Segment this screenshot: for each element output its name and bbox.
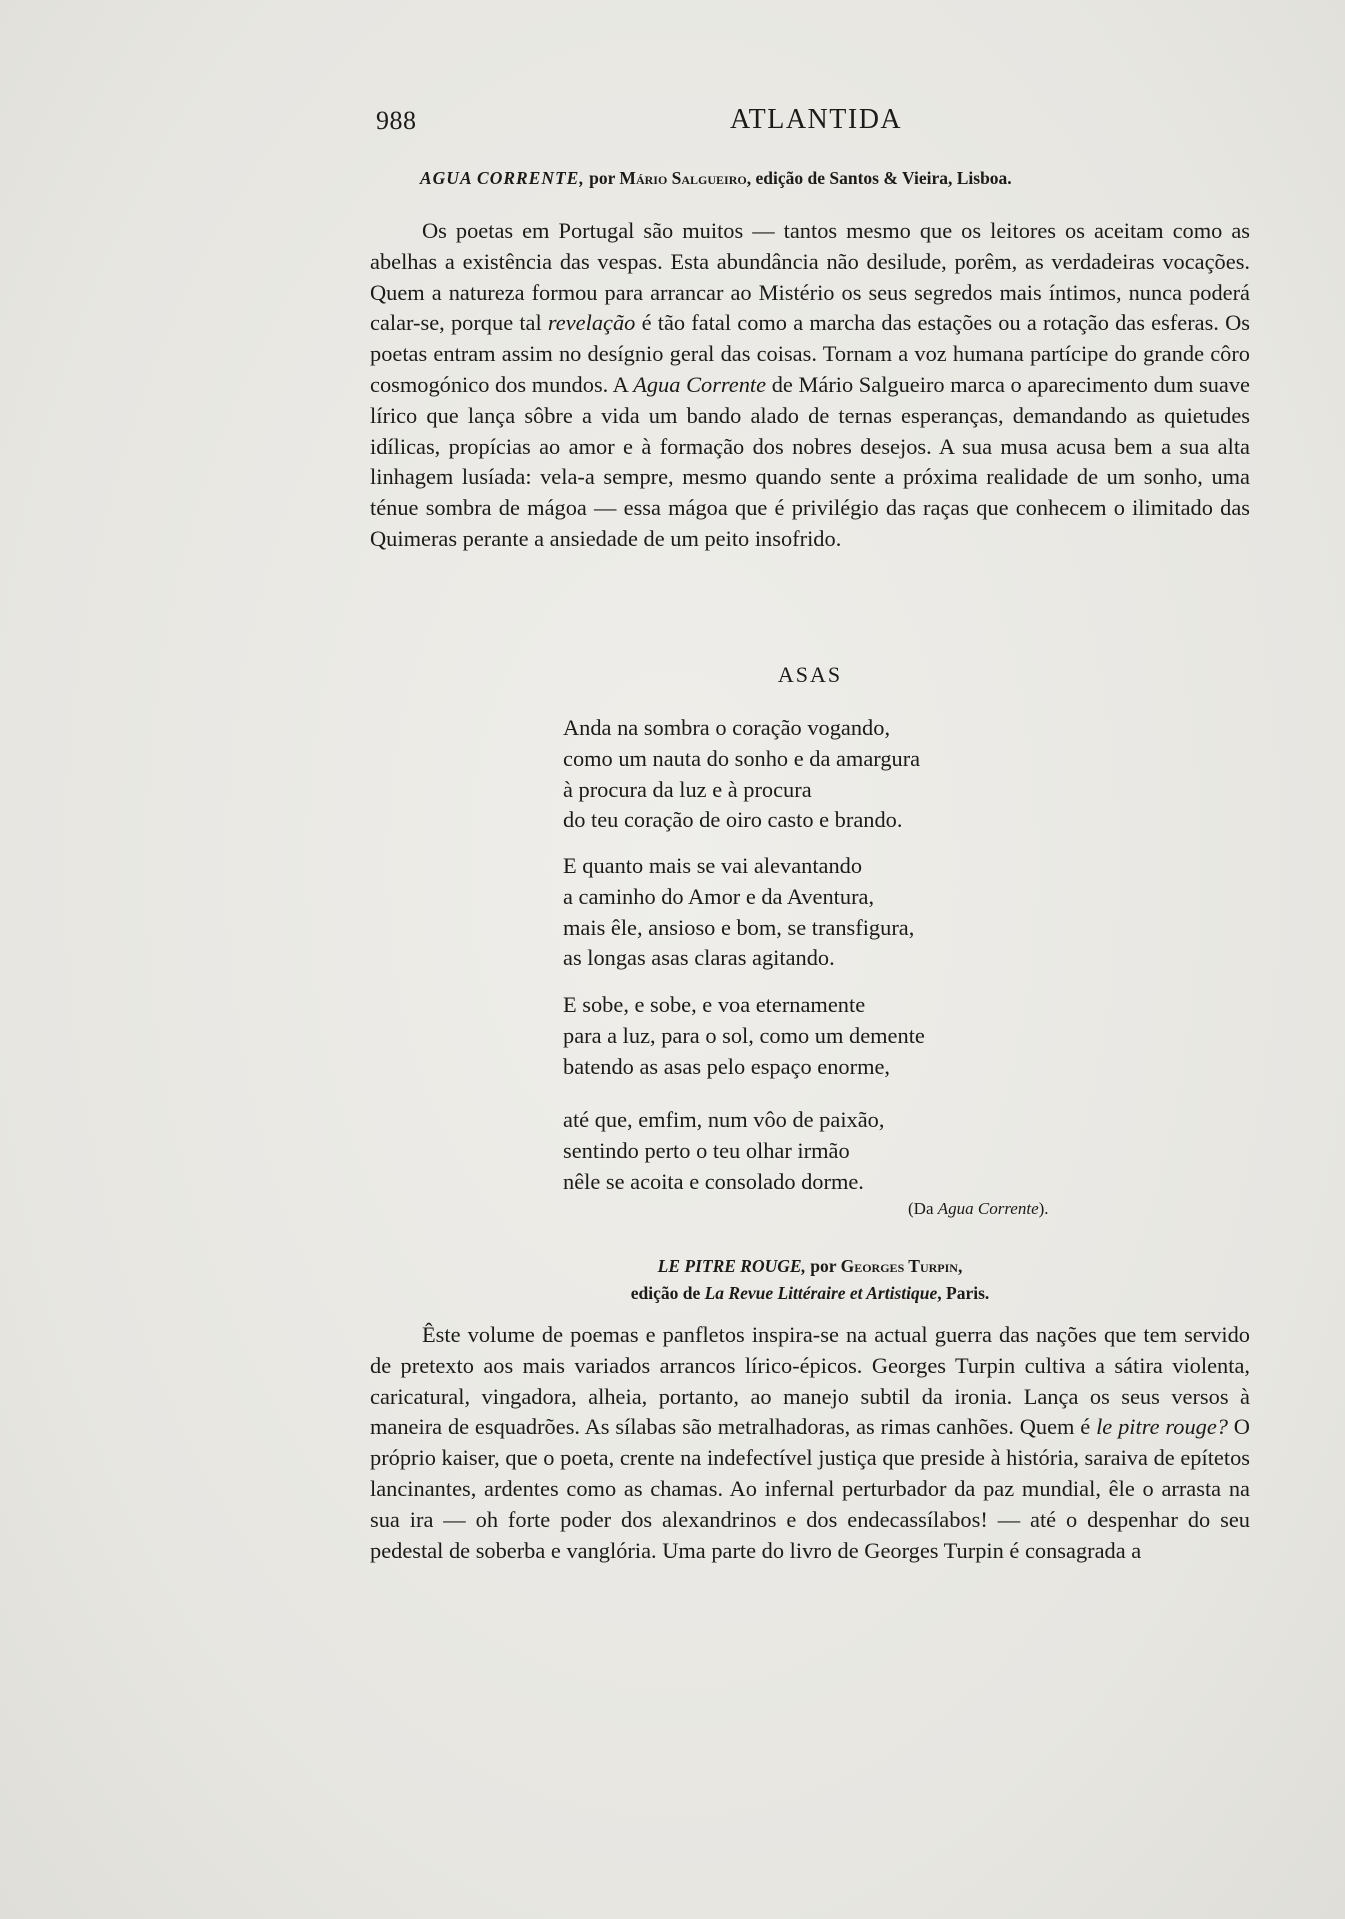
review-body-le-pitre-rouge: [370, 1320, 1250, 1566]
poem-line: sentindo perto o teu olhar irmão: [563, 1137, 850, 1163]
heading-line-1: [370, 1253, 1250, 1280]
text-run: é tão fatal como a marcha das estações ou a rotação das esferas. Os poetas entram assim no desígnio geral das coisas. Tornam a voz humana partícipe do grande côro cosmogónico dos mundos. A: [370, 310, 1250, 397]
poem-line: Anda na sombra o coração vogando,: [563, 715, 891, 740]
book-title: LE PITRE ROUGE,: [657, 1256, 806, 1276]
poem-line: E sobe, e sobe, e voa eternamente: [563, 992, 866, 1017]
poem-line: mais êle, ansioso e bom, se transfigura,: [563, 914, 915, 940]
heading-comma: ,: [957, 1256, 963, 1276]
page-header: [370, 102, 1250, 142]
book-author: Georges Turpin: [840, 1256, 958, 1276]
poem-line: até que, emfim, num vôo de paixão,: [563, 1107, 885, 1132]
heading-by: por: [805, 1256, 841, 1276]
text-run: de Mário Salgueiro marca o aparecimento dum suave lírico que lança sôbre a vida um bando alado de ternas esperanças, demandando as quietudes idílicas, propícias ao amor e à formação dos nobres desejos. A sua musa acusa bem a sua alta linhagem lusíada: vela-a sempre, mesmo quando sente a próxima realidade de um sonho, uma ténue sombra de mágoa — essa mágoa que é privilégio das raças que conhecem o ilimitado das Quimeras perante a ansiedade de um peito insofrido.: [370, 371, 1250, 551]
poem-stanza-3: [563, 990, 1123, 1082]
italic-term: revelação: [547, 310, 636, 336]
poem-citation: [908, 1199, 1248, 1219]
heading-city: , Paris.: [937, 1283, 990, 1303]
poem-stanza-4: [563, 1105, 1123, 1197]
text-run: Os poetas em Portugal são muitos — tantos mesmo que os leitores os aceitam como as abelhas a existência das vespas. Esta abundância não desilude, porêm, as verdadeiras vocações. Quem a natureza formou para arrancar ao Mistério os seus segredos mais íntimos, nunca poderá calar-se, porque tal: [370, 218, 1250, 336]
review-heading-le-pitre-rouge: [370, 1253, 1250, 1307]
journal-title: La Revue Littéraire et Artistique: [704, 1283, 938, 1303]
heading-edition: edição de: [630, 1283, 705, 1303]
page-number: 988: [376, 106, 417, 135]
poem-line: do teu coração de oiro casto e brando.: [563, 807, 903, 833]
poem-line: E quanto mais se vai alevantando: [563, 853, 863, 878]
poem-title: ASAS: [777, 662, 843, 687]
text-run: Êste volume de poemas e panfletos inspira-se na actual guerra das nações que tem servido de pretexto aos mais variados arrancos lírico-épicos. Georges Turpin cultiva a sátira violenta, caricatural, vingadora, alheia, portanto, ao manejo subtil da ironia. Lança os seus versos à maneira de esquadrões. As sílabas são metralhadoras, as rimas canhões. Quem é: [370, 1322, 1250, 1440]
poem-stanza-1: [563, 713, 1123, 836]
review-paragraph: [370, 216, 1250, 555]
poem-stanza-2: [563, 851, 1123, 974]
running-title: ATLANTIDA: [730, 104, 903, 135]
citation-close: ).: [1038, 1199, 1049, 1218]
review-paragraph: [370, 1320, 1250, 1566]
italic-term: le pitre rouge?: [1096, 1414, 1228, 1440]
poem-line: para a luz, para o sol, como um demente: [563, 1022, 925, 1048]
heading-by: por: [584, 168, 620, 188]
citation-title: Agua Corrente: [937, 1199, 1039, 1218]
poem-line: a caminho do Amor e da Aventura,: [563, 883, 875, 909]
review-body-agua-corrente: [370, 216, 1250, 555]
text-run: O próprio kaiser, que o poeta, crente na indefectível justiça que preside à história, saraiva de epítetos lancinantes, ardentes como as chamas. Ao infernal perturbador da paz mundial, êle o arrasta na sua ira — oh forte poder dos alexandrinos e dos endecassílabos! — até o despenhar do seu pedestal de soberba e vanglória. Uma parte do livro de Georges Turpin é consagrada a: [370, 1414, 1250, 1563]
review-heading-agua-corrente: [420, 168, 1280, 189]
italic-book-title: Agua Corrente: [633, 371, 767, 397]
poem-line: nêle se acoita e consolado dorme.: [563, 1168, 864, 1194]
poem-line: como um nauta do sonho e da amargura: [563, 745, 921, 771]
poem-line: batendo as asas pelo espaço enorme,: [563, 1053, 891, 1079]
book-author: Mário Salgueiro: [619, 168, 747, 188]
poem-line: à procura da luz e à procura: [563, 776, 812, 802]
book-title: AGUA CORRENTE,: [420, 168, 585, 188]
citation-open: (Da: [908, 1199, 938, 1218]
heading-line-2: [370, 1280, 1250, 1307]
poem-line: as longas asas claras agitando.: [563, 945, 835, 971]
book-publisher: , edição de Santos & Vieira, Lisboa.: [746, 168, 1012, 188]
